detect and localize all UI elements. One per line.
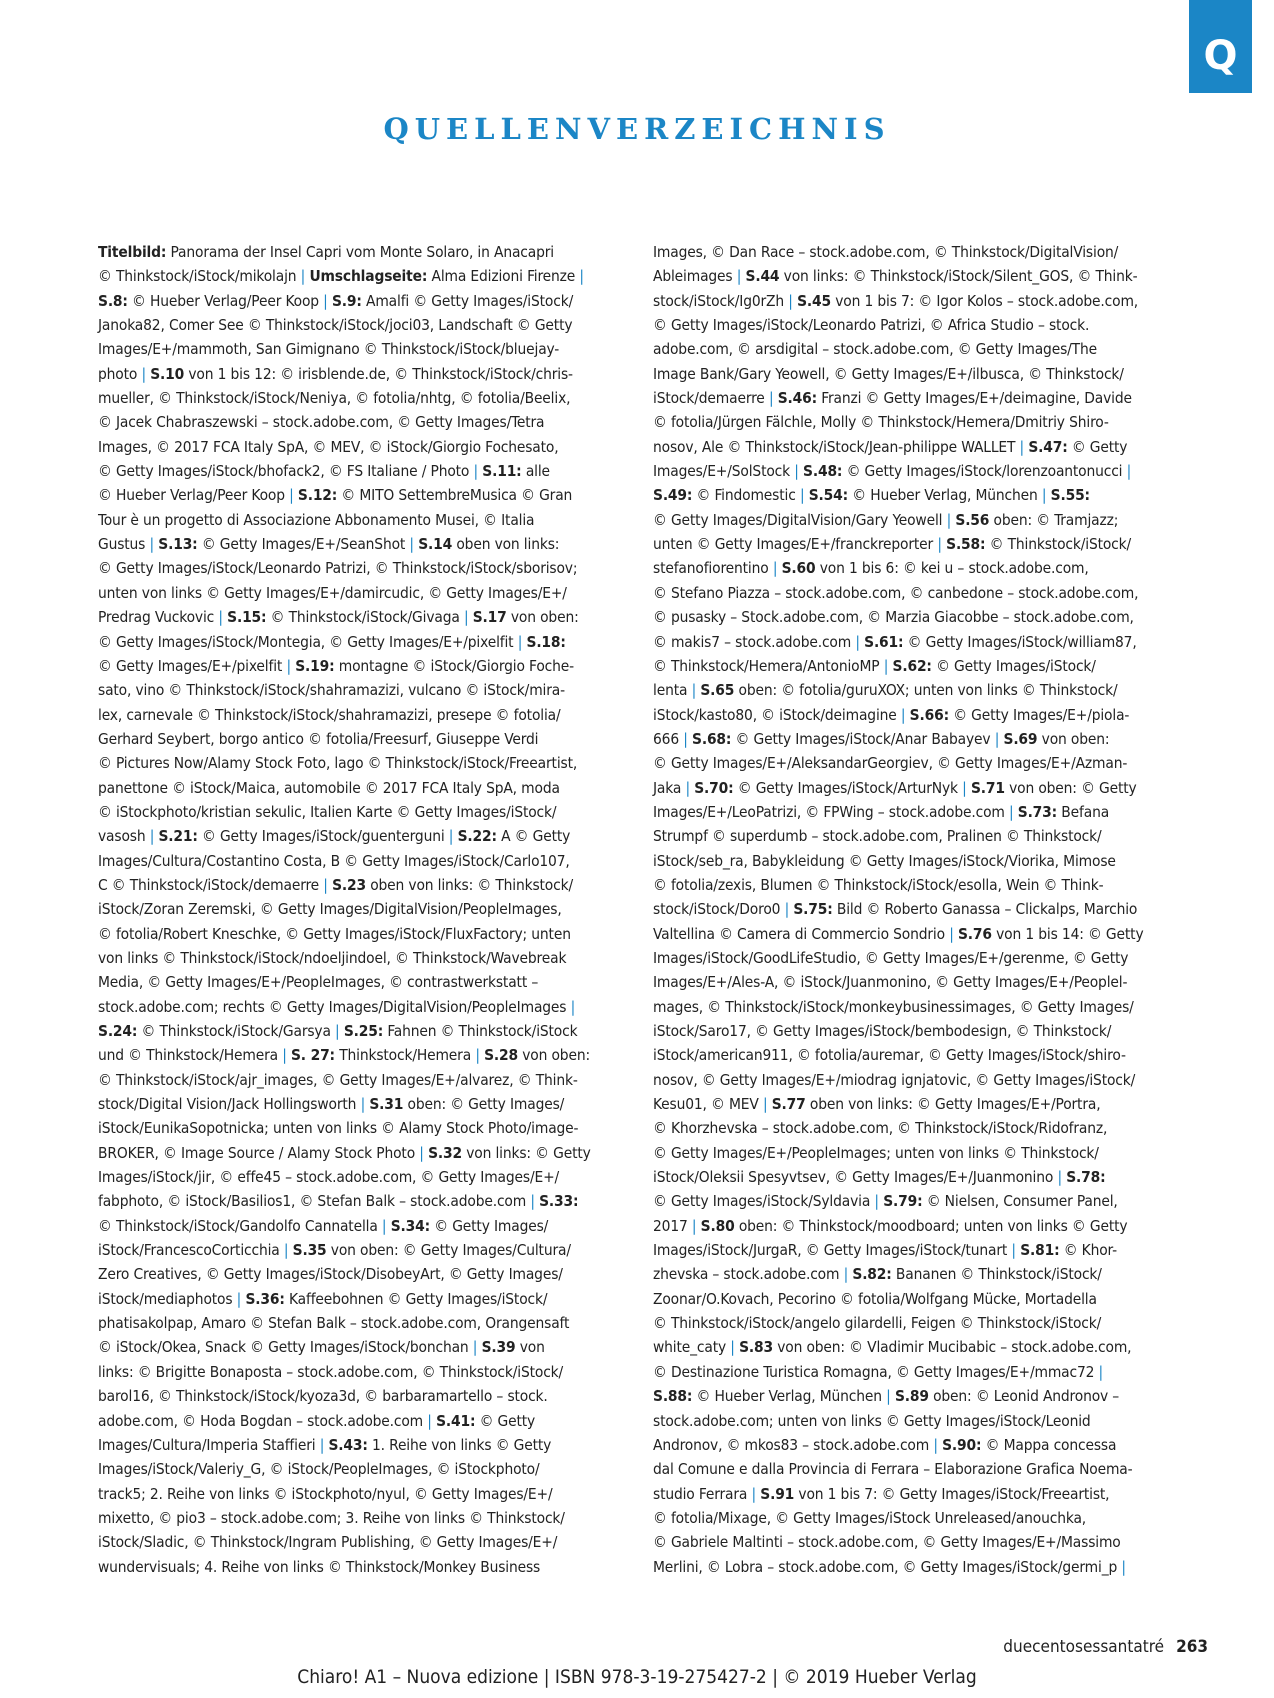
separator-bar: | bbox=[218, 608, 223, 627]
separator-bar: | bbox=[141, 364, 146, 383]
separator-bar: | bbox=[937, 535, 942, 554]
credits-left-line: Images/E+/mammoth, San Gimignano © Thinkstock/iStock/bluejay- bbox=[98, 340, 560, 359]
credits-right-line: © Getty Images/E+/AleksandarGeorgiev, © Getty Images/E+/Azman- bbox=[653, 754, 1128, 773]
separator-bar: | bbox=[886, 1387, 891, 1406]
credits-left-line: track5; 2. Reihe von links © iStockphoto/nyul, © Getty Images/E+/ bbox=[98, 1484, 553, 1503]
page-reference: S.14 bbox=[418, 535, 453, 554]
credits-left-line: © Getty Images/iStock/Leonardo Patrizi, © Thinkstock/iStock/sborisov; bbox=[98, 559, 578, 578]
page-reference: S.49: bbox=[653, 486, 693, 505]
credits-left-line: von links © Thinkstock/iStock/ndoeljindoel, © Thinkstock/Wavebreak bbox=[98, 948, 567, 967]
page-reference: S.43: bbox=[328, 1435, 368, 1454]
separator-bar: | bbox=[1121, 1557, 1126, 1576]
separator-bar: | bbox=[799, 486, 805, 505]
separator-bar: | bbox=[994, 729, 1000, 748]
separator-bar: | bbox=[900, 705, 906, 724]
separator-bar: | bbox=[530, 1192, 535, 1211]
page-reference: S.88: bbox=[653, 1387, 693, 1406]
page-reference: S.76 bbox=[957, 924, 992, 943]
separator-bar: | bbox=[448, 827, 454, 846]
page-reference: S.8: bbox=[98, 291, 128, 310]
page-reference: S.39 bbox=[481, 1338, 516, 1357]
separator-bar: | bbox=[289, 486, 294, 505]
page-reference: S.82: bbox=[852, 1265, 892, 1284]
page-reference: S.9: bbox=[331, 291, 362, 310]
separator-bar: | bbox=[730, 1338, 735, 1357]
credits-left-line: © Getty Images/E+/pixelfit | S.19: montagne © iStock/Giorgio Foche- bbox=[98, 656, 574, 675]
credits-left-line: unten von links © Getty Images/E+/damircudic, © Getty Images/E+/ bbox=[98, 583, 567, 602]
page-reference: S.60 bbox=[781, 559, 816, 578]
separator-bar: | bbox=[570, 997, 576, 1016]
credits-left-line: photo | S.10 von 1 bis 12: © irisblende.de, © Thinkstock/iStock/chris- bbox=[98, 364, 573, 383]
credits-left-line: © Pictures Now/Alamy Stock Foto, lago © Thinkstock/iStock/Freeartist, bbox=[98, 754, 578, 773]
credits-right-line: stefanofiorentino | S.60 von 1 bis 6: © kei u – stock.adobe.com, bbox=[653, 559, 1089, 578]
page-reference: S.54: bbox=[808, 486, 849, 505]
page-number-word: duecentosessantatré bbox=[1003, 1637, 1165, 1657]
page-reference: S.13: bbox=[158, 535, 198, 554]
credits-column-right bbox=[653, 240, 1173, 1579]
credits-right-line: Ableimages | S.44 von links: © Thinkstock/iStock/Silent_GOS, © Think- bbox=[653, 267, 1138, 286]
credits-left-line: Images/Cultura/Costantino Costa, B © Getty Images/iStock/Carlo107, bbox=[98, 851, 570, 870]
separator-bar: | bbox=[784, 900, 790, 919]
separator-bar: | bbox=[736, 267, 742, 286]
page-reference: S.18: bbox=[526, 632, 566, 651]
credits-left-line: links: © Brigitte Bonaposta – stock.adobe.com, © Thinkstock/iStock/ bbox=[98, 1362, 564, 1381]
page-reference: S.33: bbox=[539, 1192, 579, 1211]
credits-left-line: Images/iStock/jir, © effe45 – stock.adobe.com, © Getty Images/E+/ bbox=[98, 1168, 560, 1187]
credits-right-line: © Thinkstock/Hemera/AntonioMP | S.62: © Getty Images/iStock/ bbox=[653, 656, 1096, 675]
credits-left-line: Images/iStock/Valeriy_G, © iStock/PeopleImages, © iStockphoto/ bbox=[98, 1460, 540, 1479]
credits-left-line: und © Thinkstock/Hemera | S. 27: Thinkstock/Hemera | S.28 von oben: bbox=[98, 1046, 590, 1065]
credits-right-line: Strumpf © superdumb – stock.adobe.com, Pralinen © Thinkstock/ bbox=[653, 827, 1102, 846]
page-reference: S.47: bbox=[1028, 437, 1068, 456]
page-reference: S.81: bbox=[1020, 1241, 1060, 1260]
separator-bar: | bbox=[1008, 802, 1014, 821]
separator-bar: | bbox=[1057, 1168, 1062, 1187]
page-reference: S.12: bbox=[297, 486, 338, 505]
credits-right-line: Zoonar/O.Kovach, Pecorino © fotolia/Wolfgang Mücke, Mortadella bbox=[653, 1289, 1097, 1308]
credits-right-line: © Getty Images/iStock/Syldavia | S.79: © Nielsen, Consumer Panel, bbox=[653, 1192, 1118, 1211]
credits-right-line: 2017 | S.80 oben: © Thinkstock/moodboard; unten von links © Getty bbox=[653, 1216, 1128, 1235]
separator-bar: | bbox=[933, 1435, 938, 1454]
page-reference: S.69 bbox=[1003, 729, 1038, 748]
separator-bar: | bbox=[149, 535, 155, 554]
separator-bar: | bbox=[517, 632, 523, 651]
separator-bar: | bbox=[772, 559, 778, 578]
page-reference: S.79: bbox=[883, 1192, 923, 1211]
page-reference: S.61: bbox=[864, 632, 904, 651]
credits-left-line: Predrag Vuckovic | S.15: © Thinkstock/iStock/Givaga | S.17 von oben: bbox=[98, 608, 579, 627]
page-reference: S.56 bbox=[955, 510, 990, 529]
page-reference: S.91 bbox=[760, 1484, 795, 1503]
page-reference: S.23 bbox=[332, 875, 366, 894]
page-reference: S.71 bbox=[970, 778, 1005, 797]
page-reference: S.73: bbox=[1017, 802, 1058, 821]
credits-right-line: Images/iStock/JurgaR, © Getty Images/iStock/tunart | S.81: © Khor- bbox=[653, 1241, 1117, 1260]
page-reference: S.34: bbox=[390, 1216, 430, 1235]
credits-right-line: iStock/seb_ra, Babykleidung © Getty Images/iStock/Viorika, Mimose bbox=[653, 851, 1116, 870]
page-reference: S.36: bbox=[245, 1289, 285, 1308]
credits-right-line: © Gabriele Maltinti – stock.adobe.com, © Getty Images/E+/Massimo bbox=[653, 1533, 1121, 1552]
page-reference: S.11: bbox=[482, 462, 522, 481]
credits-left-line: © Getty Images/iStock/Montegia, © Getty Images/E+/pixelfit | S.18: bbox=[98, 632, 566, 651]
credits-left-line: iStock/Zoran Zeremski, © Getty Images/DigitalVision/PeopleImages, bbox=[98, 900, 562, 919]
credits-right-line: iStock/Oleksii Spesyvtsev, © Getty Images/E+/Juanmonino | S.78: bbox=[653, 1168, 1106, 1187]
credits-left-line: C © Thinkstock/iStock/demaerre | S.23 oben von links: © Thinkstock/ bbox=[98, 875, 573, 894]
credits-left-line: iStock/Sladic, © Thinkstock/Ingram Publishing, © Getty Images/E+/ bbox=[98, 1533, 558, 1552]
credits-right-line: stock.adobe.com; unten von links © Getty Images/iStock/Leonid bbox=[653, 1411, 1091, 1430]
separator-bar: | bbox=[236, 1289, 242, 1308]
separator-bar: | bbox=[319, 1435, 325, 1454]
credits-right-line: iStock/Saro17, © Getty Images/iStock/bembodesign, © Thinkstock/ bbox=[653, 1022, 1112, 1040]
page-reference: S.70: bbox=[694, 778, 734, 797]
separator-bar: | bbox=[335, 1022, 340, 1040]
credits-right-line: stock/iStock/Ig0rZh | S.45 von 1 bis 7: © Igor Kolos – stock.adobe.com, bbox=[653, 291, 1139, 310]
credits-left-line: © iStockphoto/kristian sekulic, Italien Karte © Getty Images/iStock/ bbox=[98, 802, 557, 821]
credits-right-line: S.88: © Hueber Verlag, München | S.89 oben: © Leonid Andronov – bbox=[653, 1387, 1120, 1406]
page-reference: Titelbild: bbox=[98, 243, 167, 261]
separator-bar: | bbox=[1041, 486, 1047, 505]
separator-bar: | bbox=[381, 1216, 387, 1235]
separator-bar: | bbox=[286, 656, 291, 675]
page-reference: S.89 bbox=[894, 1387, 929, 1406]
credits-left-line: © fotolia/Robert Kneschke, © Getty Images/iStock/FluxFactory; unten bbox=[98, 924, 571, 943]
page-reference: S.66: bbox=[909, 705, 949, 724]
credits-right-line: stock/iStock/Doro0 | S.75: Bild © Roberto Ganassa – Clickalps, Marchio bbox=[653, 900, 1138, 919]
page-reference: S.44 bbox=[745, 267, 780, 286]
page-reference: S.65 bbox=[700, 681, 735, 700]
credits-left-line: Media, © Getty Images/E+/PeopleImages, © contrastwerkstatt – bbox=[98, 973, 539, 992]
separator-bar: | bbox=[843, 1265, 849, 1284]
separator-bar: | bbox=[283, 1241, 289, 1260]
page-reference: S.75: bbox=[793, 900, 833, 919]
credits-left-line: © Thinkstock/iStock/ajr_images, © Getty Images/E+/alvarez, © Think- bbox=[98, 1070, 578, 1089]
page-number bbox=[1003, 1637, 1208, 1657]
page-reference: S.68: bbox=[692, 729, 732, 748]
page-reference: S.25: bbox=[343, 1022, 384, 1040]
credits-right-line: nosov, © Getty Images/E+/miodrag ignjatovic, © Getty Images/iStock/ bbox=[653, 1070, 1136, 1089]
separator-bar: | bbox=[472, 1338, 478, 1357]
credits-left-line: phatisakolpap, Amaro © Stefan Balk – stock.adobe.com, Orangensaft bbox=[98, 1314, 570, 1333]
page-number-digits: 263 bbox=[1176, 1637, 1208, 1657]
page-reference: S.21: bbox=[158, 827, 198, 846]
credits-right-line: © fotolia/Mixage, © Getty Images/iStock Unreleased/anouchka, bbox=[653, 1508, 1087, 1527]
page-reference: S.83 bbox=[739, 1338, 773, 1357]
credits-right-line: dal Comune e dalla Provincia di Ferrara – Elaborazione Grafica Noema- bbox=[653, 1460, 1133, 1479]
credits-right-line: studio Ferrara | S.91 von 1 bis 7: © Getty Images/iStock/Freeartist, bbox=[653, 1484, 1110, 1503]
credits-column-left bbox=[98, 240, 618, 1579]
credits-right-line: © Thinkstock/iStock/angelo gilardelli, Feigen © Thinkstock/iStock/ bbox=[653, 1314, 1102, 1333]
separator-bar: | bbox=[762, 1095, 768, 1114]
separator-bar: | bbox=[883, 656, 889, 675]
credits-left-line: stock.adobe.com; rechts © Getty Images/DigitalVision/PeopleImages | bbox=[98, 997, 576, 1016]
credits-right-line: © Getty Images/DigitalVision/Gary Yeowell | S.56 oben: © Tramjazz; bbox=[653, 510, 1119, 529]
separator-bar: | bbox=[949, 924, 954, 943]
credits-right-line: zhevska – stock.adobe.com | S.82: Bananen © Thinkstock/iStock/ bbox=[653, 1265, 1102, 1284]
page-reference: S.17 bbox=[472, 608, 507, 627]
credits-right-line: lenta | S.65 oben: © fotolia/guruXOX; unten von links © Thinkstock/ bbox=[653, 681, 1118, 700]
page-reference: S.80 bbox=[700, 1216, 735, 1235]
separator-bar: | bbox=[427, 1411, 432, 1430]
page-reference: S.32 bbox=[428, 1143, 462, 1162]
page-reference: S.15: bbox=[227, 608, 267, 627]
credits-left-line: © Jacek Chabraszewski – stock.adobe.com, © Getty Images/Tetra bbox=[98, 413, 545, 432]
credits-right-line: Merlini, © Lobra – stock.adobe.com, © Getty Images/iStock/germi_p | bbox=[653, 1557, 1126, 1576]
credits-right-line: Images/E+/LeoPatrizi, © FPWing – stock.adobe.com | S.73: Befana bbox=[653, 802, 1110, 821]
credits-right-line: Jaka | S.70: © Getty Images/iStock/ArturNyk | S.71 von oben: © Getty bbox=[653, 778, 1137, 797]
page-reference: S.31 bbox=[369, 1095, 404, 1114]
separator-bar: | bbox=[1126, 462, 1132, 481]
credits-left-line: wundervisuals; 4. Reihe von links © Thinkstock/Monkey Business bbox=[98, 1557, 541, 1576]
page-reference: S.78: bbox=[1066, 1168, 1106, 1187]
page-reference: S.10 bbox=[150, 364, 185, 383]
separator-bar: | bbox=[691, 1216, 697, 1235]
credits-right-line: Images/E+/SolStock | S.48: © Getty Images/iStock/lorenzoantonucci | bbox=[653, 462, 1132, 481]
page-reference: S.58: bbox=[946, 535, 986, 554]
page-reference: S.55: bbox=[1050, 486, 1090, 505]
credits-left-line: mixetto, © pio3 – stock.adobe.com; 3. Reihe von links © Thinkstock/ bbox=[98, 1508, 565, 1527]
credits-right-line: © pusasky – Stock.adobe.com, © Marzia Giacobbe – stock.adobe.com, bbox=[653, 608, 1134, 627]
credits-right-line: iStock/kasto80, © iStock/deimagine | S.66: © Getty Images/E+/piola- bbox=[653, 705, 1130, 724]
credits-left-line: BROKER, © Image Source / Alamy Stock Photo | S.32 von links: © Getty bbox=[98, 1143, 591, 1162]
credits-left-line: vasosh | S.21: © Getty Images/iStock/guenterguni | S.22: A © Getty bbox=[98, 827, 571, 846]
separator-bar: | bbox=[149, 827, 155, 846]
credits-right-line: iStock/american911, © fotolia/auremar, © Getty Images/iStock/shiro- bbox=[653, 1046, 1126, 1065]
separator-bar: | bbox=[473, 462, 479, 481]
credits-left-line: S.8: © Hueber Verlag/Peer Koop | S.9: Amalfi © Getty Images/iStock/ bbox=[98, 291, 574, 310]
credits-right-line: Image Bank/Gary Yeowell, © Getty Images/E+/ilbusca, © Thinkstock/ bbox=[653, 364, 1124, 383]
page-reference: S.77 bbox=[771, 1095, 806, 1114]
credits-left-line: iStock/mediaphotos | S.36: Kaffeebohnen © Getty Images/iStock/ bbox=[98, 1289, 548, 1308]
separator-bar: | bbox=[1011, 1241, 1016, 1260]
page-reference: S.62: bbox=[892, 656, 932, 675]
page-reference: S.28 bbox=[484, 1046, 518, 1065]
separator-bar: | bbox=[300, 267, 306, 286]
credits-left-line: mueller, © Thinkstock/iStock/Neniya, © fotolia/nhtg, © fotolia/Beelix, bbox=[98, 389, 571, 408]
separator-bar: | bbox=[1098, 1362, 1104, 1381]
credits-left-line: © Getty Images/iStock/bhofack2, © FS Italiane / Photo | S.11: alle bbox=[98, 462, 550, 481]
page-reference: S.90: bbox=[942, 1435, 982, 1454]
separator-bar: | bbox=[409, 535, 414, 554]
credits-right-line: Images/iStock/GoodLifeStudio, © Getty Images/E+/gerenme, © Getty bbox=[653, 948, 1129, 967]
credits-right-line: adobe.com, © arsdigital – stock.adobe.com, © Getty Images/The bbox=[653, 340, 1097, 359]
separator-bar: | bbox=[751, 1484, 757, 1503]
separator-bar: | bbox=[788, 291, 793, 310]
credits-right-line: © Getty Images/E+/PeopleImages; unten von links © Thinkstock/ bbox=[653, 1143, 1099, 1162]
page-reference: S.22: bbox=[457, 827, 497, 846]
credits-left-line: © Hueber Verlag/Peer Koop | S.12: © MITO SettembreMusica © Gran bbox=[98, 486, 573, 505]
credits-left-line: Gustus | S.13: © Getty Images/E+/SeanShot | S.14 oben von links: bbox=[98, 535, 560, 554]
credits-left-line: Zero Creatives, © Getty Images/iStock/DisobeyArt, © Getty Images/ bbox=[98, 1265, 563, 1284]
separator-bar: | bbox=[962, 778, 967, 797]
credits-left-line: S.24: © Thinkstock/iStock/Garsya | S.25: Fahnen © Thinkstock/iStock bbox=[98, 1022, 578, 1040]
credits-right-line: Kesu01, © MEV | S.77 oben von links: © Getty Images/E+/Portra, bbox=[653, 1095, 1101, 1114]
credits-right-line: © Khorzhevska – stock.adobe.com, © Thinkstock/iStock/Ridofranz, bbox=[653, 1119, 1108, 1138]
page-reference: S.48: bbox=[803, 462, 843, 481]
credits-left-line: iStock/EunikaSopotnicka; unten von links © Alamy Stock Photo/image- bbox=[98, 1119, 579, 1138]
credits-left-line: Gerhard Seybert, borgo antico © fotolia/Freesurf, Giuseppe Verdi bbox=[98, 729, 539, 748]
credits-left-line: Titelbild: Panorama der Insel Capri vom Monte Solaro, in Anacapri bbox=[98, 243, 554, 261]
credits-right-line: white_caty | S.83 von oben: © Vladimir Mucibabic – stock.adobe.com, bbox=[653, 1338, 1132, 1357]
separator-bar: | bbox=[683, 729, 688, 748]
separator-bar: | bbox=[323, 875, 328, 894]
credits-left-line: panettone © iStock/Maica, automobile © 2017 FCA Italy SpA, moda bbox=[98, 778, 560, 797]
credits-right-line: nosov, Ale © Thinkstock/iStock/Jean-philippe WALLET | S.47: © Getty bbox=[653, 437, 1128, 456]
separator-bar: | bbox=[323, 291, 328, 310]
credits-left-line: © Thinkstock/iStock/Gandolfo Cannatella | S.34: © Getty Images/ bbox=[98, 1216, 549, 1235]
credits-right-line: Andronov, © mkos83 – stock.adobe.com | S.90: © Mappa concessa bbox=[653, 1435, 1117, 1454]
page-reference: S.46: bbox=[777, 389, 818, 408]
section-tab: Q bbox=[1189, 0, 1252, 93]
separator-bar: | bbox=[691, 681, 697, 700]
separator-bar: | bbox=[794, 462, 799, 481]
credits-left-line: © iStock/Okea, Snack © Getty Images/iStock/bonchan | S.39 von bbox=[98, 1338, 545, 1357]
separator-bar: | bbox=[874, 1192, 879, 1211]
credits-right-line: © Destinazione Turistica Romagna, © Getty Images/E+/mmac72 | bbox=[653, 1362, 1104, 1381]
separator-bar: | bbox=[855, 632, 860, 651]
credits-left-line: Janoka82, Comer See © Thinkstock/iStock/joci03, Landschaft © Getty bbox=[98, 316, 573, 335]
credits-right-line: unten © Getty Images/E+/franckreporter | S.58: © Thinkstock/iStock/ bbox=[653, 535, 1132, 554]
credits-right-line: Valtellina © Camera di Commercio Sondrio | S.76 von 1 bis 14: © Getty bbox=[653, 924, 1144, 943]
separator-bar: | bbox=[419, 1143, 424, 1162]
page-reference: S.45 bbox=[797, 291, 831, 310]
page-reference: S.35 bbox=[292, 1241, 327, 1260]
credits-left-line: Images, © 2017 FCA Italy SpA, © MEV, © iStock/Giorgio Fochesato, bbox=[98, 437, 559, 456]
separator-bar: | bbox=[1019, 437, 1025, 456]
credits-right-line: © Stefano Piazza – stock.adobe.com, © canbedone – stock.adobe.com, bbox=[653, 583, 1139, 602]
page-footer: Chiaro! A1 – Nuova edizione | ISBN 978-3-19-275427-2 | © 2019 Hueber Verlag bbox=[297, 1666, 977, 1688]
credits-right-line: © fotolia/Jürgen Fälchle, Molly © Thinkstock/Hemera/Dmitriy Shiro- bbox=[653, 413, 1109, 432]
credits-left-line: Tour è un progetto di Associazione Abbonamento Musei, © Italia bbox=[98, 510, 535, 529]
credits-right-line: S.49: © Findomestic | S.54: © Hueber Verlag, München | S.55: bbox=[653, 486, 1090, 505]
credits-left-line: fabphoto, © iStock/Basilios1, © Stefan Balk – stock.adobe.com | S.33: bbox=[98, 1192, 579, 1211]
credits-right-line: © Getty Images/iStock/Leonardo Patrizi, © Africa Studio – stock. bbox=[653, 316, 1090, 335]
credits-right-line: 666 | S.68: © Getty Images/iStock/Anar Babayev | S.69 von oben: bbox=[653, 729, 1110, 748]
credits-right-line: © makis7 – stock.adobe.com | S.61: © Getty Images/iStock/william87, bbox=[653, 632, 1137, 651]
separator-bar: | bbox=[946, 510, 952, 529]
credits-left-line: adobe.com, © Hoda Bogdan – stock.adobe.com | S.41: © Getty bbox=[98, 1411, 536, 1430]
separator-bar: | bbox=[463, 608, 469, 627]
credits-right-line: iStock/demaerre | S.46: Franzi © Getty Images/E+/deimagine, Davide bbox=[653, 389, 1132, 408]
credits-left-line: sato, vino © Thinkstock/iStock/shahramazizi, vulcano © iStock/mira- bbox=[98, 681, 565, 700]
page-reference: S.24: bbox=[98, 1022, 138, 1040]
credits-left-line: stock/Digital Vision/Jack Hollingsworth | S.31 oben: © Getty Images/ bbox=[98, 1095, 565, 1114]
separator-bar: | bbox=[685, 778, 690, 797]
separator-bar: | bbox=[282, 1046, 287, 1065]
credits-right-line: Images/E+/Ales-A, © iStock/Juanmonino, © Getty Images/E+/Peoplel- bbox=[653, 973, 1128, 992]
separator-bar: | bbox=[768, 389, 774, 408]
credits-left-line: © Thinkstock/iStock/mikolajn | Umschlagseite: Alma Edizioni Firenze | bbox=[98, 267, 584, 286]
separator-bar: | bbox=[475, 1046, 480, 1065]
credits-left-line: barol16, © Thinkstock/iStock/kyoza3d, © barbaramartello – stock. bbox=[98, 1387, 548, 1406]
page-reference: S.41: bbox=[436, 1411, 476, 1430]
credits-left-line: lex, carnevale © Thinkstock/iStock/shahramazizi, presepe © fotolia/ bbox=[98, 705, 561, 724]
page-reference: S. 27: bbox=[290, 1046, 335, 1065]
credits-right-line: Images, © Dan Race – stock.adobe.com, © Thinkstock/DigitalVision/ bbox=[653, 243, 1119, 261]
page-reference: S.19: bbox=[295, 656, 335, 675]
credits-right-line: mages, © Thinkstock/iStock/monkeybusinessimages, © Getty Images/ bbox=[653, 997, 1134, 1016]
page-title: QUELLENVERZEICHNIS bbox=[383, 112, 891, 146]
separator-bar: | bbox=[579, 267, 584, 286]
separator-bar: | bbox=[360, 1095, 366, 1114]
page-reference: Umschlagseite: bbox=[309, 267, 428, 286]
credits-left-line: Images/Cultura/Imperia Staffieri | S.43: 1. Reihe von links © Getty bbox=[98, 1435, 552, 1454]
credits-right-line: © fotolia/zexis, Blumen © Thinkstock/iStock/esolla, Wein © Think- bbox=[653, 875, 1104, 894]
credits-left-line: iStock/FrancescoCorticchia | S.35 von oben: © Getty Images/Cultura/ bbox=[98, 1241, 571, 1260]
